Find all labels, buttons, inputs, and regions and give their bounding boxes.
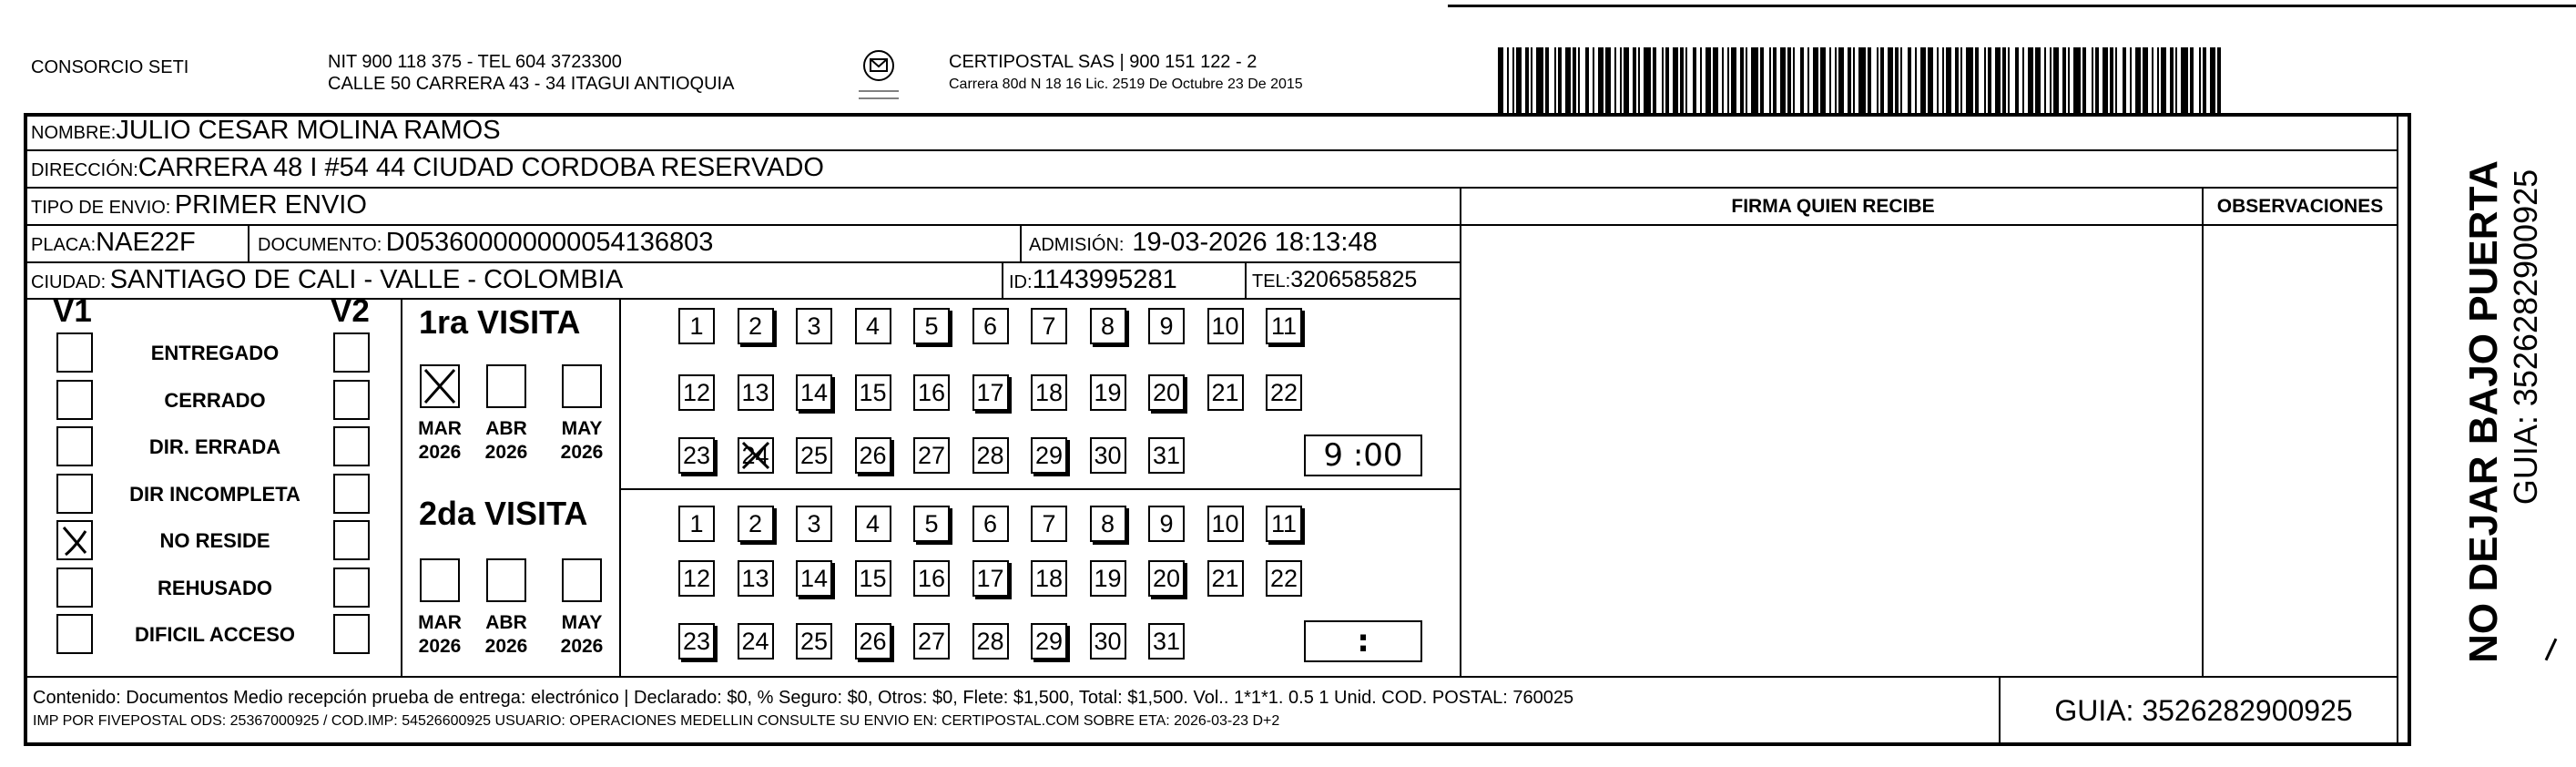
barcode-bar [2199,47,2201,115]
barcode-bar [1593,47,1594,115]
barcode-bar [2002,47,2006,115]
visit1-day-box: 28 [972,437,1009,474]
visit1-day-box: 3 [796,308,832,344]
barcode-bar [1853,47,1855,115]
visit1-month-checkbox [486,364,526,408]
visit1-day-box: 2 [738,308,774,344]
barcode-bar [1507,47,1509,115]
barcode-bar [1685,47,1687,115]
documento-value: D053600000000054136803 [385,228,714,257]
visit1-day-box: 9 [1148,308,1185,344]
barcode-bar [1946,47,1951,115]
barcode-bar [1740,47,1744,115]
barcode-bar [1512,47,1514,115]
barcode-bar [2130,47,2132,115]
ciudad-label: CIUDAD: [31,272,107,292]
visit2-day-box: 20 [1148,560,1185,597]
barcode-bar [1558,47,1562,115]
visit2-day-box: 15 [855,560,891,597]
visit2-day-box: 29 [1031,623,1067,660]
tipo-label: TIPO DE ENVIO: [31,198,171,218]
visit2-title: 2da VISITA [419,495,588,532]
barcode-bar [2103,47,2108,115]
barcode-bar [1800,47,1804,115]
barcode-bar [1598,47,1604,115]
recipient-name: JULIO CESAR MOLINA RAMOS [116,116,501,145]
nombre-label: NOMBRE: [31,123,117,143]
barcode-bar [1525,47,1529,115]
barcode-bar [1665,47,1669,115]
barcode-bar [1813,47,1818,115]
visit2-day-box: 18 [1031,560,1067,597]
barcode-bar [1498,47,1503,115]
barcode-bar [1928,47,1933,115]
visit2-month-label [555,611,609,659]
ciudad-value: SANTIAGO DE CALI - VALLE - COLOMBIA [109,265,624,294]
barcode-bar [1713,47,1718,115]
ciudad-field [31,261,623,302]
visit2-day-box: 4 [855,506,891,542]
barcode-bar [1769,47,1771,115]
documento-label: DOCUMENTO: [258,235,382,255]
status-label: NO RESIDE [159,529,270,552]
barcode-bar [2210,47,2215,115]
barcode-bar [1848,47,1851,115]
side-guia: GUIA: 3526282900925 [2507,169,2544,506]
visit1-day-box: 11 [1266,308,1302,344]
tipo-row [31,187,367,228]
barcode-bar [2050,47,2052,115]
barcode-bar [2115,47,2117,115]
license-line: Carrera 80d N 18 16 Lic. 2519 De Octubre 23 De 2015 [949,77,1303,92]
barcode-bar [2152,47,2153,115]
v2-checkbox [333,568,370,608]
visit2-day-box: 31 [1148,623,1185,660]
barcode-bar [1516,47,1522,115]
v2-checkbox [333,520,370,560]
admision-field [1029,224,1378,265]
id-label: ID: [1009,272,1033,292]
visit1-title: 1ra VISITA [419,303,581,341]
visit1-day-box: 5 [913,308,950,344]
barcode-bar [2044,47,2046,115]
visit1-day-box: 30 [1090,437,1126,474]
month-name: ABR [485,418,527,439]
certipostal-logo [851,46,906,104]
visit1-month-mark [422,366,458,406]
month-year: 2026 [560,636,604,657]
admision-value: 19-03-2026 18:13:48 [1132,228,1378,257]
v1-checkbox [56,568,93,608]
v2-header: V2 [331,293,370,329]
barcode-bar [1633,47,1636,115]
barcode-bar [1829,47,1831,115]
barcode-bar [1920,47,1926,115]
barcode-bar [1746,47,1747,115]
v1-check-mark [58,522,91,558]
visit2-day-box: 30 [1090,623,1126,660]
visit2-day-box: 24 [738,623,774,660]
barcode-bar [1693,47,1696,115]
visit2-day-box: 11 [1266,506,1302,542]
v1-checkbox [56,332,93,373]
status-label: CERRADO [164,388,266,412]
visit1-day-box: 27 [913,437,950,474]
visit2-day-box: 14 [796,560,832,597]
visit1-day-box: 18 [1031,374,1067,411]
v1-checkbox [56,426,93,466]
footer-guia: GUIA: 3526282900925 [2054,694,2353,727]
barcode-bar [2175,47,2177,115]
barcode-bar [1673,47,1678,115]
observaciones-header: OBSERVACIONES [2216,196,2384,217]
barcode-bar [1868,47,1871,115]
month-year: 2026 [418,442,462,463]
month-year: 2026 [484,636,528,657]
tel-field [1252,261,1417,302]
barcode-bar [2157,47,2159,115]
month-year: 2026 [484,442,528,463]
barcode-bar [2203,47,2206,115]
visit1-day-box: 22 [1266,374,1302,411]
visit2-day-box: 9 [1148,506,1185,542]
visit2-day-box: 27 [913,623,950,660]
visit2-day-box: 12 [678,560,715,597]
visit1-month-checkbox [420,364,460,408]
barcode-bar [2181,47,2188,115]
visit2-day-box: 16 [913,560,950,597]
barcode-bar [2008,47,2010,115]
barcode-bar [1773,47,1777,115]
visit1-day-box: 6 [972,308,1009,344]
visit1-month-label [555,417,609,465]
barcode-bar [1644,47,1651,115]
shipment-type: PRIMER ENVIO [174,190,367,220]
visit1-day-mark [739,439,772,472]
visit2-day-box: 5 [913,506,950,542]
barcode-bar [2123,47,2126,115]
visit1-day-box: 8 [1090,308,1126,344]
barcode-bar [1975,47,1979,115]
company-name: CONSORCIO SETI [31,57,189,77]
status-label: DIR. ERRADA [148,435,281,458]
barcode-bar [2143,47,2148,115]
barcode-bar [2110,47,2113,115]
v2-checkbox [333,426,370,466]
visit2-day-box: 25 [796,623,832,660]
month-year: 2026 [418,636,462,657]
visit2-day-box: 19 [1090,560,1126,597]
barcode-bar [2170,47,2174,115]
barcode-bar [1942,47,1944,115]
barcode-bar [2190,47,2194,115]
barcode-bar [1820,47,1826,115]
barcode-bar [2082,47,2086,115]
barcode-bar [1731,47,1736,115]
company-address: CALLE 50 CARRERA 43 - 34 ITAGUI ANTIOQUIA [328,74,735,94]
visit1-day-box: 26 [855,437,891,474]
nombre-row [31,112,501,153]
visit1-day-box: 17 [972,374,1009,411]
month-name: ABR [485,612,527,633]
pen-stroke [2545,639,2558,661]
barcode-bar [1705,47,1711,115]
barcode-bar [2092,47,2093,115]
barcode-bar [1984,47,1986,115]
barcode-bar [1955,47,1959,115]
visit2-day-box: 1 [678,506,715,542]
v2-checkbox [333,380,370,420]
id-value: 1143995281 [1032,265,1177,294]
month-name: MAR [418,418,462,439]
v2-checkbox [333,332,370,373]
visit1-day-box: 4 [855,308,891,344]
barcode-bar [2028,47,2033,115]
barcode-bar [1653,47,1656,115]
direccion-label: DIRECCIÓN: [31,160,138,180]
barcode-bar [1908,47,1911,115]
visit2-day-box: 10 [1207,506,1244,542]
barcode-bar [1937,47,1939,115]
barcode-bar [1573,47,1576,115]
barcode-bar [1722,47,1724,115]
visit2-day-box: 13 [738,560,774,597]
placa-field [31,224,196,265]
barcode-bar [1960,47,1962,115]
envelope-seal-icon [851,46,906,104]
barcode-bar [1727,47,1729,115]
visit2-day-box: 2 [738,506,774,542]
barcode-bar [1988,47,1991,115]
barcode-bar [1638,47,1640,115]
v1-checkbox [56,380,93,420]
month-name: MAR [418,612,462,633]
month-year: 2026 [560,442,604,463]
barcode-bar [1838,47,1844,115]
visit2-day-box: 3 [796,506,832,542]
v1-checkbox [56,520,93,560]
barcode-bar [2068,47,2070,115]
barcode-bar [2035,47,2041,115]
visit1-day-box: 31 [1148,437,1185,474]
barcode-bar [2022,47,2024,115]
visit1-month-checkbox [562,364,602,408]
status-label: REHUSADO [158,576,272,599]
v1-checkbox [56,614,93,654]
visit1-day-box: 15 [855,374,891,411]
barcode-bar [1900,47,1902,115]
visit1-month-label [412,417,467,465]
barcode-bar [1807,47,1809,115]
barcode-bar [1995,47,2001,115]
barcode-bar [1760,47,1764,115]
footer-print-info: IMP POR FIVEPOSTAL ODS: 25367000925 / COD.IMP: 54526600925 USUARIO: OPERACIONES MEDELLIN CONSULTE SU ENVIO EN: CERTIPOSTAL.COM SOBRE ETA: 2026-03-23 D+2 [33,713,1280,729]
status-label: ENTREGADO [150,342,280,364]
visit2-day-box: 8 [1090,506,1126,542]
barcode-bar [1780,47,1786,115]
barcode-bar [1545,47,1549,115]
month-name: MAY [561,612,603,633]
barcode-bar [1751,47,1758,115]
visit1-day-box: 7 [1031,308,1067,344]
status-label: DIFICIL ACCESO [134,623,295,646]
recipient-address: CARRERA 48 I #54 44 CIUDAD CORDOBA RESERVADO [137,153,824,182]
visit1-day-box: 19 [1090,374,1126,411]
barcode-bar [1966,47,1973,115]
visit1-day-box: 14 [796,374,832,411]
nit-line: NIT 900 118 375 - TEL 604 3723300 [328,52,622,72]
visit2-day-box: 23 [678,623,715,660]
barcode-bar [1578,47,1580,115]
barcode-bar [1915,47,1917,115]
scan-edge-line [1448,5,2576,7]
barcode-bar [1858,47,1866,115]
barcode-bar [1531,47,1532,115]
visit2-day-box: 26 [855,623,891,660]
barcode-bar [1624,47,1629,115]
visit1-day-box: 16 [913,374,950,411]
visit2-day-box: 28 [972,623,1009,660]
visit1-day-box: 21 [1207,374,1244,411]
barcode-bar [1554,47,1556,115]
no-dejar-notice: NO DEJAR BAJO PUERTA [2461,160,2506,663]
visit2-month-checkbox [486,558,526,602]
visit2-day-box: 21 [1207,560,1244,597]
visit1-day-box: 29 [1031,437,1067,474]
visit2-day-box: 22 [1266,560,1302,597]
barcode-bar [1662,47,1664,115]
visit2-month-label [412,611,467,659]
v1-header: V1 [53,293,92,329]
barcode-bar [1620,47,1622,115]
barcode-bar [2073,47,2081,115]
month-name: MAY [561,418,603,439]
placa-label: PLACA: [31,235,97,255]
visit1-day-box: 10 [1207,308,1244,344]
barcode-bar [1536,47,1543,115]
visit1-time: 9 :00 [1304,435,1422,476]
barcode-bar [1895,47,1899,115]
v2-checkbox [333,614,370,654]
visit2-month-label [479,611,534,659]
visit2-day-box: 17 [972,560,1009,597]
visit2-day-box: 6 [972,506,1009,542]
tracking-barcode [1498,47,2226,115]
visit1-day-box: 23 [678,437,715,474]
barcode-bar [1877,47,1879,115]
tel-label: TEL: [1252,271,1291,291]
status-label: DIR INCOMPLETA [129,482,300,506]
documento-field [258,224,713,265]
barcode-bar [2161,47,2166,115]
barcode-bar [1787,47,1791,115]
barcode-bar [2053,47,2059,115]
barcode-bar [1605,47,1611,115]
admision-label: ADMISIÓN: [1029,235,1125,255]
visit2-month-checkbox [562,558,602,602]
visit1-month-label [479,417,534,465]
barcode-bar [1614,47,1616,115]
barcode-bar [1700,47,1702,115]
visit2-month-checkbox [420,558,460,602]
v2-checkbox [333,474,370,514]
v1-checkbox [56,474,93,514]
barcode-bar [1793,47,1795,115]
firma-header: FIRMA QUIEN RECIBE [1731,196,1935,217]
visit2-time: : [1304,620,1422,662]
barcode-bar [1680,47,1684,115]
barcode-bar [2062,47,2066,115]
barcode-bar [2095,47,2099,115]
visit1-day-box: 24 [738,437,774,474]
barcode-bar [1888,47,1893,115]
tel-value: 3206585825 [1290,267,1418,292]
visit1-day-box: 12 [678,374,715,411]
direccion-row [31,149,824,190]
barcode-bar [1835,47,1837,115]
visit1-day-box: 13 [738,374,774,411]
footer-contents: Contenido: Documentos Medio recepción prueba de entrega: electrónico | Declarado: $0, % Seguro: $0, Otros: $0, Flete: $1,500, Total: $1,500. Vol.. 1*1*1. 0.5 1 Unid. COD. POSTAL: 760025 [33,688,1574,708]
barcode-bar [2015,47,2019,115]
visit1-day-box: 20 [1148,374,1185,411]
barcode-bar [2135,47,2141,115]
barcode-bar [1585,47,1589,115]
barcode-bar [1880,47,1884,115]
visit2-day-box: 7 [1031,506,1067,542]
barcode-bar [1565,47,1571,115]
visit1-day-box: 25 [796,437,832,474]
placa-value: NAE22F [96,228,196,257]
visit1-day-box: 1 [678,308,715,344]
carrier-line: CERTIPOSTAL SAS | 900 151 122 - 2 [949,52,1257,72]
id-field [1009,261,1177,302]
barcode-bar [2217,47,2221,115]
